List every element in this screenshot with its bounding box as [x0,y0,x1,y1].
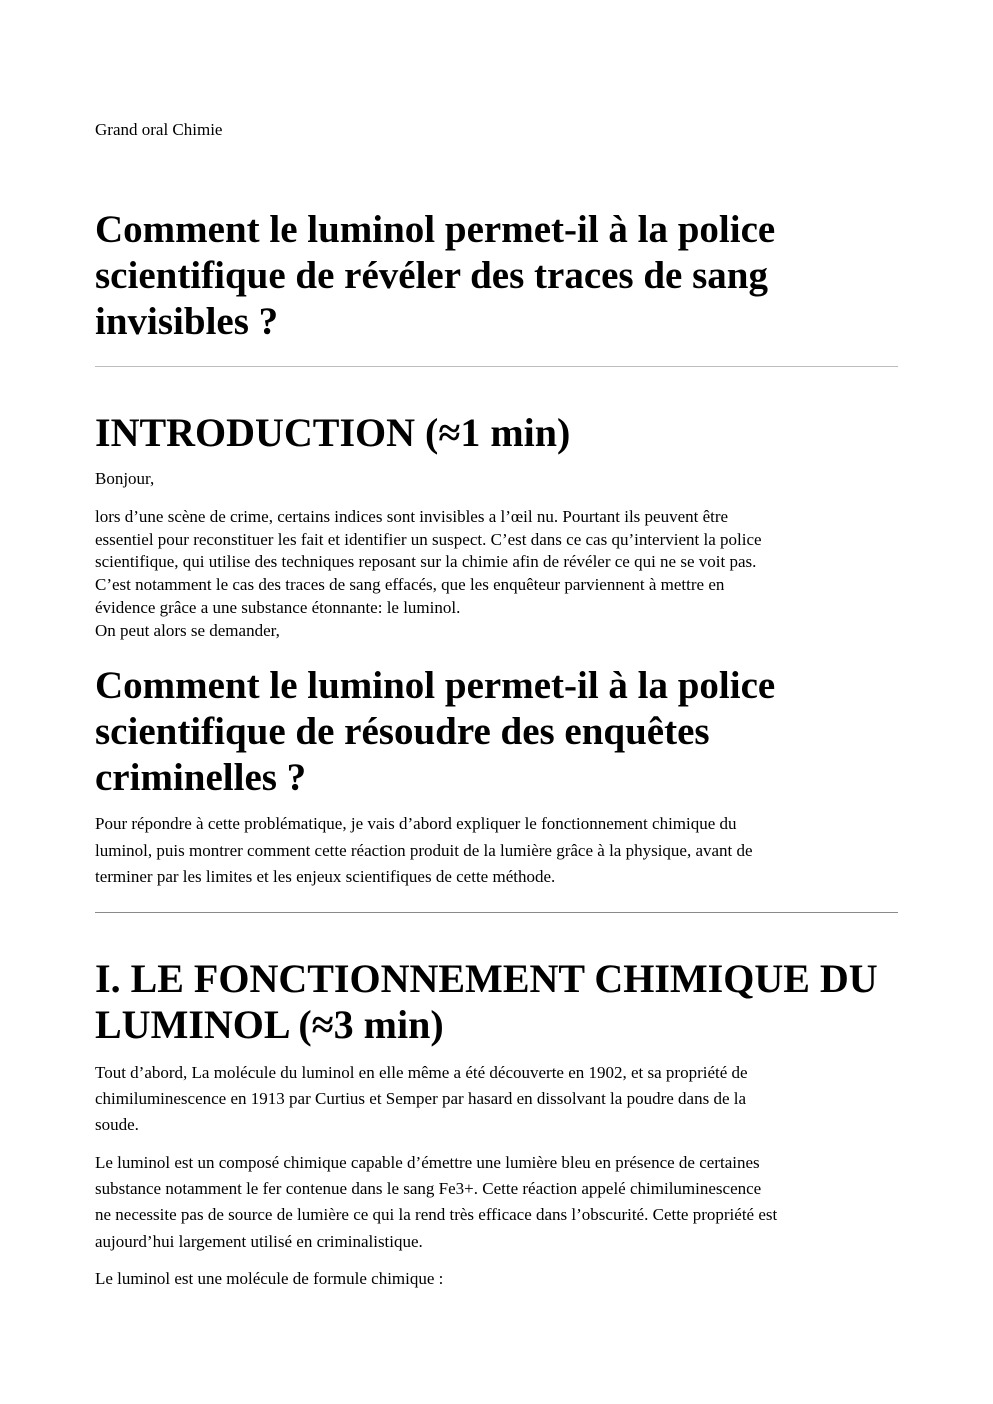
paragraph-line: ne necessite pas de source de lumière ce qui la rend très efficace dans l’obscurité. Cette propriété est [95,1205,778,1225]
horizontal-divider [95,912,898,913]
paragraph-line: Pour répondre à cette problématique, je vais d’abord expliquer le fonctionnement chimique du [95,814,737,833]
paragraph-line: Le luminol est un composé chimique capable d’émettre une lumière bleu en présence de certaines [95,1153,760,1172]
section-1-paragraph [95,1266,898,1292]
paragraph-line: substance notamment le fer contenue dans le sang Fe3+. Cette réaction appelé chimiluminescence [95,1179,762,1199]
plan-paragraph [95,811,898,891]
document-title-line: invisibles ? [95,300,279,343]
paragraph-line: terminer par les limites et les enjeux scientifiques de cette méthode. [95,867,556,886]
section-1-paragraph [95,1150,898,1255]
horizontal-divider [95,366,898,367]
introduction-heading: INTRODUCTION (≈1 min) [95,410,571,455]
paragraph-line: Tout d’abord, La molécule du luminol en elle même a été découverte en 1902, et sa propriété de [95,1063,748,1082]
introduction-paragraph [95,506,898,642]
paragraph-line: essentiel pour reconstituer les fait et identifier un suspect. C’est dans ce cas qu’intervient la police [95,529,762,549]
paragraph-line: évidence grâce a une substance étonnante: le luminol. [95,597,461,617]
section-1-heading [95,956,898,1048]
paragraph-line: lors d’une scène de crime, certains indices sont invisibles a l’œil nu. Pourtant ils peuvent être [95,507,729,526]
paragraph-line: Le luminol est une molécule de formule chimique : [95,1269,444,1288]
greeting-text: Bonjour, [95,469,155,488]
problem-line: Comment le luminol permet-il à la police [95,664,776,707]
paragraph-line: scientifique, qui utilise des techniques reposant sur la chimie afin de révéler ce qui ne se voit pas. [95,552,757,572]
document-title [95,207,898,345]
paragraph-line: soude. [95,1115,139,1135]
problem-statement-heading [95,663,898,801]
paragraph-line: aujourd’hui largement utilisé en criminalistique. [95,1231,423,1251]
section-heading-line: I. LE FONCTIONNEMENT CHIMIQUE DU [95,956,878,1001]
paragraph-line: chimiluminescence en 1913 par Curtius et Semper par hasard en dissolvant la poudre dans de la [95,1089,747,1109]
section-1-paragraph [95,1060,898,1139]
paragraph-line: luminol, puis montrer comment cette réaction produit de la lumière grâce à la physique, avant de [95,840,753,860]
problem-line: criminelles ? [95,756,307,799]
document-title-line: Comment le luminol permet-il à la police [95,208,776,251]
paragraph-line: On peut alors se demander, [95,620,280,640]
document-title-line: scientifique de révéler des traces de sang [95,254,768,297]
problem-line: scientifique de résoudre des enquêtes [95,710,710,753]
paragraph-line: C’est notamment le cas des traces de sang effacés, que les enquêteur parviennent à mettre en [95,575,725,595]
header-note: Grand oral Chimie [95,120,223,139]
section-heading-line: LUMINOL (≈3 min) [95,1002,444,1047]
